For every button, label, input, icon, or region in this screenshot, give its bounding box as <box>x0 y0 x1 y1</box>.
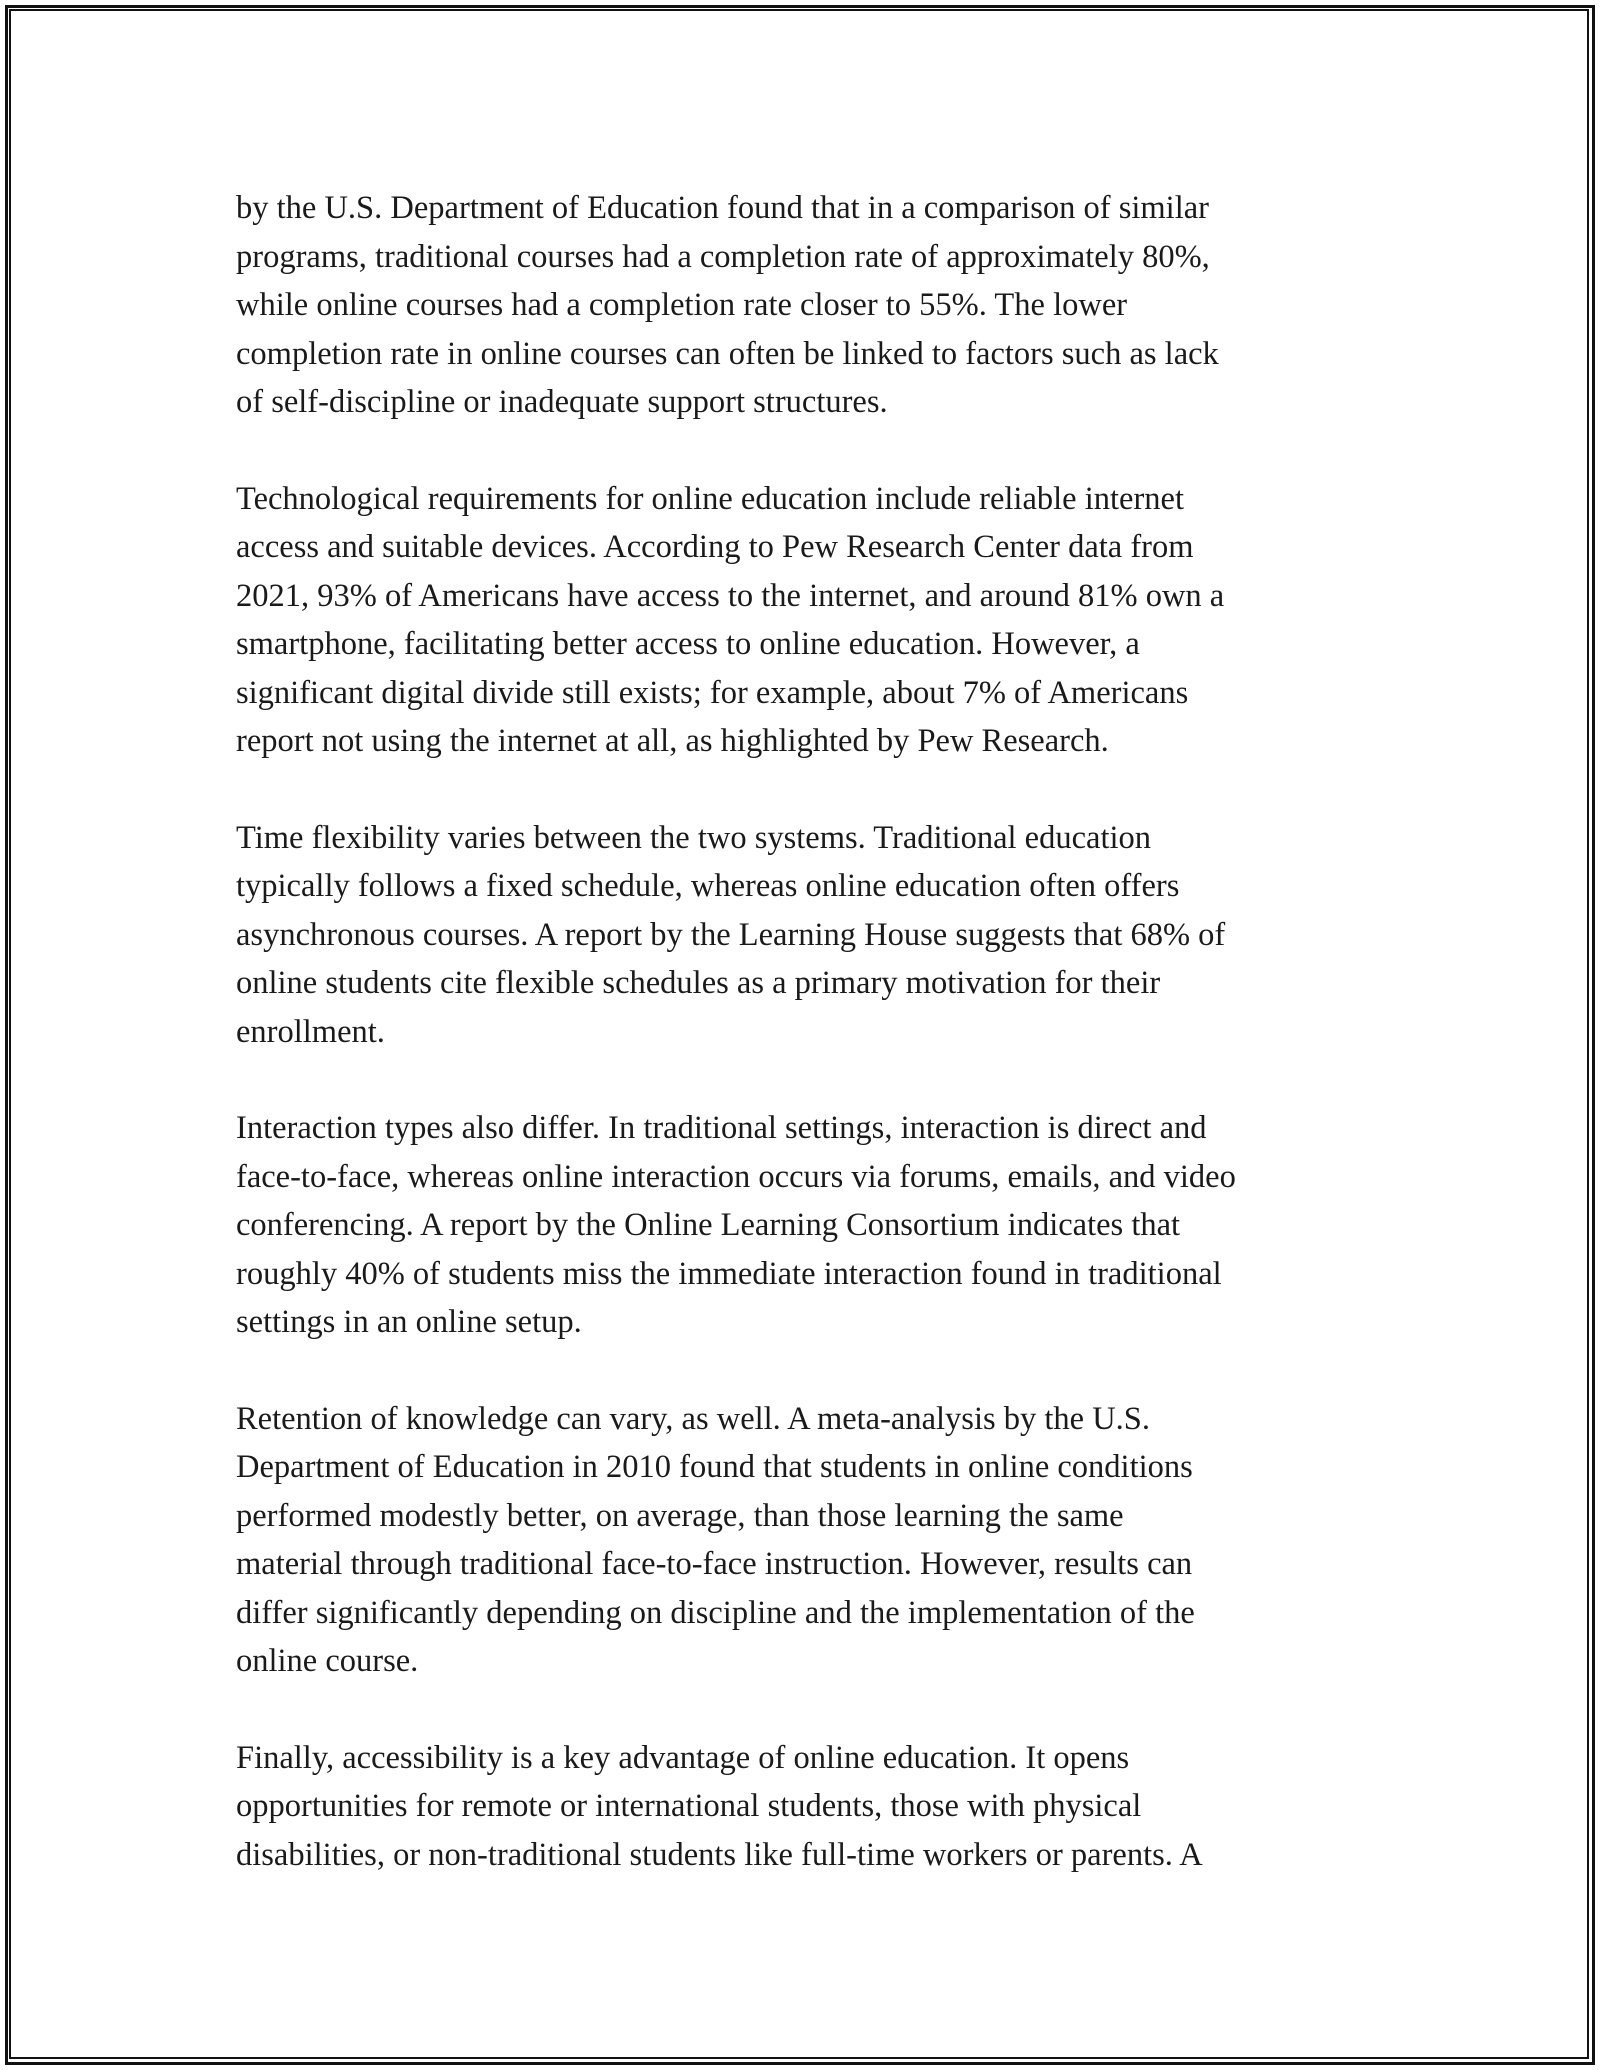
paragraph-interaction-types: Interaction types also differ. In traditional settings, interaction is direct and face-to-face, whereas online interaction occurs via forums, emails, and video conferencing. A report by the Online Learning Consortium indicates that roughly 40% of students miss the immediate interaction found in traditional settings in an online setup. <box>236 1110 1236 1340</box>
paragraph-knowledge-retention: Retention of knowledge can vary, as well. A meta-analysis by the U.S. Department of Education in 2010 found that students in online conditions performed modestly better, on average, than those learning the same material through traditional face-to-face instruction. However, results can differ significantly depending on discipline and the implementation of the online course. <box>236 1400 1195 1679</box>
paragraph-time-flexibility: Time flexibility varies between the two systems. Traditional education typically follows a fixed schedule, whereas online education often offers asynchronous courses. A report by the Learning House suggests that 68% of online students cite flexible schedules as a primary motivation for their enrollment. <box>236 819 1226 1050</box>
paragraph-accessibility: Finally, accessibility is a key advantage of online education. It opens opportunities for remote or international students, those with physical disabilities, or non-traditional students like full-time workers or parents. A <box>236 1739 1203 1873</box>
document-body <box>236 184 1396 1927</box>
paragraph-technological-requirements: Technological requirements for online education include reliable internet access and suitable devices. According to Pew Research Center data from 2021, 93% of Americans have access to the internet, and around 81% own a smartphone, facilitating better access to online education. However, a significant digital divide still exists; for example, about 7% of Americans report not using the internet at all, as highlighted by Pew Research. <box>236 480 1225 759</box>
paragraph-completion-rates: by the U.S. Department of Education found that in a comparison of similar programs, traditional courses had a completion rate of approximately 80%, while online courses had a completion rate closer to 55%. The lower completion rate in online courses can often be linked to factors such as lack of self-discipline or inadequate support structures. <box>236 190 1219 420</box>
